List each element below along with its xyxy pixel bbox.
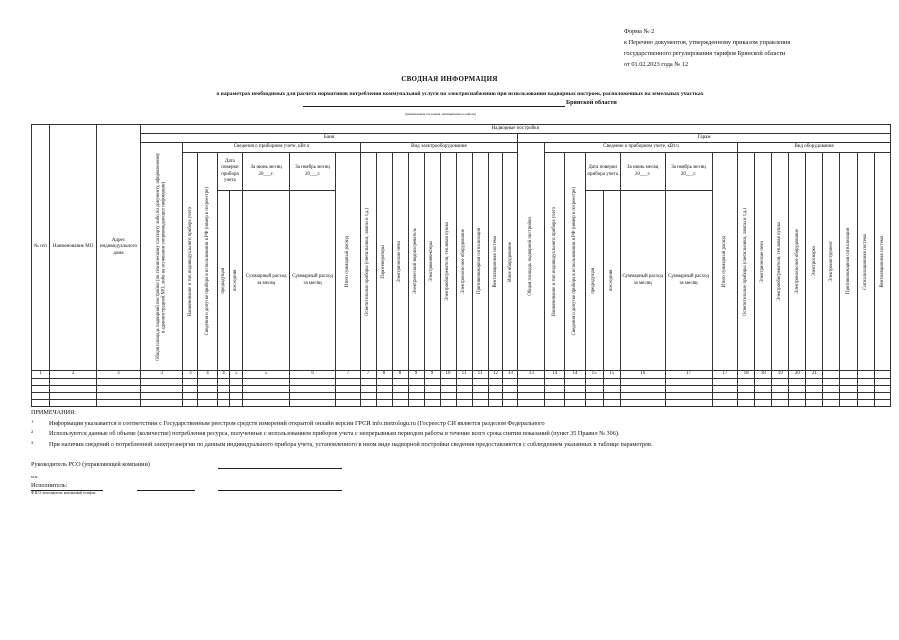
col-header-steam: Парогенераторы xyxy=(381,244,387,279)
table-cell xyxy=(503,378,518,385)
table-cell xyxy=(440,399,456,406)
table-cell xyxy=(665,392,712,399)
table-cell xyxy=(755,385,772,392)
table-cell xyxy=(665,385,712,392)
table-cell xyxy=(503,399,518,406)
table-cell xyxy=(472,399,488,406)
table-row xyxy=(32,385,891,392)
col-header-mo: Наименование МО xyxy=(50,125,97,371)
table-cell xyxy=(456,399,472,406)
col-header-pump: Электронасосное оборудование xyxy=(461,229,467,294)
col-header-sum-nov: Суммарный расход за месяц xyxy=(290,191,336,371)
table-cell xyxy=(183,378,198,385)
table-cell xyxy=(290,392,336,399)
table-cell xyxy=(585,392,603,399)
col-header-meter-permit: Сведения о допуске прибора в использовании в РФ (номер в госреестре) xyxy=(204,187,210,336)
table-cell xyxy=(376,399,392,406)
header-garazh: Гараж xyxy=(518,134,891,143)
col-header-g-welding: Электросварка xyxy=(811,246,817,277)
table-cell xyxy=(217,399,230,406)
table-cell xyxy=(198,378,217,385)
table-cell xyxy=(50,378,97,385)
table-cell xyxy=(772,399,789,406)
column-number xyxy=(840,371,857,379)
col-header-prev: предыдущая xyxy=(220,267,226,294)
table-cell xyxy=(376,392,392,399)
column-number: 15 xyxy=(603,371,620,379)
table-row xyxy=(32,378,891,385)
table-cell xyxy=(712,378,738,385)
table-cell xyxy=(472,385,488,392)
column-number: 5 xyxy=(230,371,243,379)
table-cell xyxy=(874,392,890,399)
table-cell xyxy=(840,378,857,385)
table-row xyxy=(32,399,891,406)
table-cell xyxy=(183,385,198,392)
table-cell xyxy=(565,399,585,406)
table-cell xyxy=(545,385,565,392)
note-number: 3 xyxy=(31,439,34,445)
executor-label: Исполнитель: xyxy=(31,482,68,489)
table-cell xyxy=(806,392,823,399)
table-cell xyxy=(488,399,503,406)
table-cell xyxy=(243,392,290,399)
table-cell xyxy=(545,392,565,399)
col-header-fire-alarm: Противопожарная сигнализация xyxy=(477,228,483,295)
signatory-head: Руководитель РСО (управляющей компании) xyxy=(31,461,150,468)
col-header-last: последняя xyxy=(233,269,239,292)
column-number: 11 xyxy=(472,371,488,379)
table-cell xyxy=(620,392,665,399)
col-header-number: № п/п xyxy=(32,125,50,371)
stamp-label: м.п. xyxy=(31,474,39,479)
table-cell xyxy=(243,378,290,385)
note-text: Информация указывается в соответствии с Государственным реестром средств измерений открытой онлайн версии ГРСИ info.metrologu.ru (Госреестр СИ является разделом Федерального xyxy=(49,419,545,427)
table-cell xyxy=(376,378,392,385)
table-cell xyxy=(140,392,183,399)
document-title: СВОДНАЯ ИНФОРМАЦИЯ xyxy=(401,75,498,83)
table-cell xyxy=(488,378,503,385)
col-header-total-sum: Итого суммарный расход xyxy=(344,235,350,288)
table-cell xyxy=(603,385,620,392)
column-number: 19 xyxy=(772,371,789,379)
column-number-row xyxy=(32,371,891,379)
column-number: 13 xyxy=(503,371,518,379)
document-subtitle: о параметрах необходимых для расчета нормативов потребления коммунальной услуги по электроснабжению при использовании надворных построек, расположенных на земельных участках xyxy=(216,91,704,97)
table-cell xyxy=(230,399,243,406)
column-number: 3 xyxy=(183,371,198,379)
table-cell xyxy=(665,378,712,385)
table-cell xyxy=(545,378,565,385)
column-number: 16 xyxy=(620,371,665,379)
col-header-ventilation: Вентиляционная система xyxy=(492,235,498,288)
col-header-g-sum-june: Суммарный расход за месяц xyxy=(620,191,665,371)
note-text: При наличии сведений о потребленной электроэнергии по данным индивидуального прибора учета, установленного в ином виде надворной постройки сведения предоставляются с соблюдением указанных в таблице параметров. xyxy=(49,440,653,448)
table-cell xyxy=(440,392,456,399)
table-cell xyxy=(97,392,141,399)
column-number: 13 xyxy=(518,371,545,379)
line-caption: (наименование поселения, муниципального района) xyxy=(405,112,476,116)
header-garazh-meter-info: Сведение о приборном учете, кВт.ч xyxy=(545,143,738,153)
note-item xyxy=(31,440,653,451)
table-cell xyxy=(336,392,361,399)
executor-caption: Ф.И.О. исполнителя, контактный телефон xyxy=(31,491,96,495)
note-number: 1 xyxy=(31,418,34,424)
header-outbuildings: Надворные постройки xyxy=(140,125,890,134)
table-row xyxy=(32,392,891,399)
col-header-stoves: Электрические печи xyxy=(397,240,403,283)
notes-section xyxy=(31,408,653,450)
table-cell xyxy=(620,378,665,385)
column-number: 17 xyxy=(712,371,738,379)
table-cell xyxy=(140,399,183,406)
table-cell xyxy=(823,399,840,406)
note-number: 2 xyxy=(31,429,34,434)
col-header-g-vent: Вентиляционная система xyxy=(879,235,885,288)
table-cell xyxy=(217,385,230,392)
col-header-g-signal: Сигнализационная система xyxy=(862,233,868,290)
column-number: 6 xyxy=(290,371,336,379)
table-cell xyxy=(392,399,408,406)
table-cell xyxy=(290,399,336,406)
table-cell xyxy=(738,392,755,399)
table-cell xyxy=(755,378,772,385)
table-cell xyxy=(712,399,738,406)
table-cell xyxy=(424,399,440,406)
table-cell xyxy=(50,399,97,406)
col-header-g-sum-nov: Суммарный расход за месяц xyxy=(665,191,712,371)
column-number: 4 xyxy=(198,371,217,379)
col-header-g-pump: Электронасосное оборудование xyxy=(794,229,800,294)
column-number xyxy=(857,371,874,379)
column-number: 8 xyxy=(376,371,392,379)
summary-table xyxy=(31,124,891,407)
table-cell xyxy=(456,385,472,392)
table-cell xyxy=(32,385,50,392)
table-cell xyxy=(392,392,408,399)
table-cell xyxy=(392,378,408,385)
table-cell xyxy=(857,392,874,399)
col-header-convector: Электроконвекторы xyxy=(429,241,435,282)
table-cell xyxy=(290,378,336,385)
table-cell xyxy=(32,399,50,406)
table-cell xyxy=(789,385,806,392)
table-cell xyxy=(789,399,806,406)
column-number: 3 xyxy=(97,371,141,379)
table-cell xyxy=(456,378,472,385)
table-cell xyxy=(472,392,488,399)
column-number xyxy=(823,371,840,379)
table-cell xyxy=(503,392,518,399)
header-right xyxy=(624,26,790,70)
column-number: 4 xyxy=(217,371,230,379)
executor-line xyxy=(137,490,195,491)
table-cell xyxy=(336,399,361,406)
executor-line xyxy=(218,490,342,491)
table-cell xyxy=(230,378,243,385)
table-cell xyxy=(488,392,503,399)
table-cell xyxy=(140,385,183,392)
table-cell xyxy=(360,385,376,392)
table-cell xyxy=(518,378,545,385)
region-label: Брянской области xyxy=(566,99,617,106)
column-number: 21 xyxy=(806,371,823,379)
header-line: к Перечню документов, утвержденному приказом управления xyxy=(624,39,791,46)
table-cell xyxy=(140,378,183,385)
table-cell xyxy=(712,392,738,399)
table-cell xyxy=(789,392,806,399)
table-cell xyxy=(603,392,620,399)
table-cell xyxy=(789,378,806,385)
table-cell xyxy=(97,399,141,406)
table-cell xyxy=(806,378,823,385)
header-meter-info: Сведения о приборном учете, кВт.ч xyxy=(183,143,360,153)
col-header-g-june: За июнь месяц 20___г. xyxy=(620,153,665,191)
col-header-garazh-area: Общая площадь надворной постройки xyxy=(528,217,534,296)
form-number: Форма № 2 xyxy=(624,28,655,35)
table-cell xyxy=(336,385,361,392)
table-cell xyxy=(518,385,545,392)
column-number xyxy=(874,371,890,379)
table-cell xyxy=(806,399,823,406)
table-cell xyxy=(545,399,565,406)
column-number: 14 xyxy=(545,371,565,379)
table-cell xyxy=(243,399,290,406)
note-item xyxy=(31,419,653,430)
table-cell xyxy=(32,378,50,385)
table-cell xyxy=(840,392,857,399)
table-cell xyxy=(50,392,97,399)
table-cell xyxy=(503,385,518,392)
header-date: от 01.02.2023 года № 12 xyxy=(624,61,689,68)
column-number: 3 xyxy=(140,371,183,379)
table-cell xyxy=(620,385,665,392)
column-number: 5 xyxy=(243,371,290,379)
table-cell xyxy=(772,392,789,399)
col-header-g-meter-permit: Сведения о допуске прибора в использовании в РФ (номер в госреестре) xyxy=(572,187,578,336)
table-cell xyxy=(565,392,585,399)
table-cell xyxy=(183,399,198,406)
table-cell xyxy=(585,385,603,392)
table-cell xyxy=(440,378,456,385)
table-cell xyxy=(840,399,857,406)
column-number: 12 xyxy=(488,371,503,379)
signature-line xyxy=(218,468,342,469)
col-header-g-stoves: Электрические печи xyxy=(760,240,766,283)
col-header-boiler: Электрический водонагреватель xyxy=(413,228,419,295)
table-cell xyxy=(755,399,772,406)
table-cell xyxy=(518,392,545,399)
table-cell xyxy=(198,399,217,406)
table-cell xyxy=(217,378,230,385)
table-cell xyxy=(738,385,755,392)
table-cell xyxy=(772,385,789,392)
table-cell xyxy=(603,378,620,385)
table-cell xyxy=(408,385,424,392)
table-cell xyxy=(424,392,440,399)
column-number: 1 xyxy=(32,371,50,379)
col-header-meter-name: Наименование и тип индивидуального прибора учета xyxy=(187,206,193,317)
table-cell xyxy=(772,378,789,385)
column-number: 20 xyxy=(789,371,806,379)
table-cell xyxy=(585,378,603,385)
table-cell xyxy=(620,399,665,406)
table-cell xyxy=(565,385,585,392)
table-cell xyxy=(198,385,217,392)
notes-heading: ПРИМЕЧАНИЯ: xyxy=(31,409,76,416)
table-cell xyxy=(97,378,141,385)
column-number: 7 xyxy=(336,371,361,379)
table-cell xyxy=(823,392,840,399)
col-header-g-heatgun: Электрообогреватели, тепловая пушка xyxy=(777,222,783,301)
table-cell xyxy=(857,378,874,385)
col-header-verify-date: Дата поверки прибора учета xyxy=(217,153,243,191)
column-number: 18 xyxy=(738,371,755,379)
header-line: государственного регулирования тарифов Брянской области xyxy=(624,50,786,57)
col-header-heatgun: Электрообогреватели, тепловая пушка xyxy=(445,222,451,301)
table-cell xyxy=(518,399,545,406)
col-header-total-area: Общая площадь надворной постройки (по техническому паспорту либо по документу, оформленному в администрацией МО, либо на основании сопровождающих инфомации) xyxy=(156,152,167,361)
table-cell xyxy=(857,385,874,392)
table-cell xyxy=(874,378,890,385)
table-cell xyxy=(243,385,290,392)
col-header-g-last: последняя xyxy=(608,269,614,292)
table-cell xyxy=(806,385,823,392)
column-number: 9 xyxy=(424,371,440,379)
table-cell xyxy=(840,385,857,392)
table-cell xyxy=(738,399,755,406)
blank-line xyxy=(303,106,565,107)
note-text: Используются данные об объеме (количестве) потребления ресурса, полученные с использованием приборов учета с непрерывным периодом работы в течение всего срока снятия показаний (пункт 35 Правил № 306). xyxy=(49,430,620,437)
column-number: 15 xyxy=(585,371,603,379)
col-header-g-november: За ноябрь месяц 20___г. xyxy=(665,153,712,191)
note-item xyxy=(31,429,653,440)
table-cell xyxy=(565,378,585,385)
col-header-november: За ноябрь месяц 20___г. xyxy=(290,153,336,191)
col-header-lighting: Осветительные приборы (светильники, лампы и т.д.) xyxy=(365,207,371,316)
column-number: 8 xyxy=(392,371,408,379)
table-cell xyxy=(360,399,376,406)
table-cell xyxy=(50,385,97,392)
column-number: 7 xyxy=(360,371,376,379)
table-cell xyxy=(392,385,408,392)
table-cell xyxy=(230,392,243,399)
table-cell xyxy=(488,385,503,392)
table-cell xyxy=(424,378,440,385)
table-cell xyxy=(290,385,336,392)
table-cell xyxy=(712,385,738,392)
col-header-g-verify-date: Дата поверки прибора учета xyxy=(585,153,620,191)
column-number: 2 xyxy=(50,371,97,379)
table-cell xyxy=(408,378,424,385)
header-equipment-type: Вид электрооборудования xyxy=(360,143,518,153)
table-cell xyxy=(823,378,840,385)
table-cell xyxy=(408,392,424,399)
col-header-g-meter-name: Наименование и тип индивидуального прибора учета xyxy=(551,206,557,317)
table-cell xyxy=(376,385,392,392)
table-cell xyxy=(183,392,198,399)
column-number: 9 xyxy=(408,371,424,379)
table-cell xyxy=(585,399,603,406)
col-header-sum-june: Суммарный расход за месяц xyxy=(243,191,290,371)
table-cell xyxy=(424,385,440,392)
column-number: 17 xyxy=(665,371,712,379)
col-header-g-fire: Противопожарная сигнализация xyxy=(845,228,851,295)
column-number: 10 xyxy=(440,371,456,379)
table-cell xyxy=(440,385,456,392)
col-header-other: Иное оборудование xyxy=(507,241,513,282)
table-cell xyxy=(823,385,840,392)
table-cell xyxy=(360,392,376,399)
table-cell xyxy=(472,378,488,385)
col-header-g-total-sum: Итого суммарный расход xyxy=(722,235,727,288)
col-header-g-tools: Электроинструмент xyxy=(828,241,834,282)
column-number: 11 xyxy=(456,371,472,379)
table-cell xyxy=(874,399,890,406)
table-cell xyxy=(198,392,217,399)
column-number: 14 xyxy=(565,371,585,379)
table-cell xyxy=(97,385,141,392)
table-cell xyxy=(408,399,424,406)
table-cell xyxy=(360,378,376,385)
header-banya: Баня xyxy=(140,134,518,143)
header-garazh-equipment: Вид оборудования xyxy=(738,143,891,153)
table-cell xyxy=(456,392,472,399)
column-number: 18 xyxy=(755,371,772,379)
col-header-g-lighting: Осветительные приборы (светильники, лампы и т.д.) xyxy=(743,207,749,316)
col-header-address: Адрес индивидуального дома xyxy=(97,125,141,371)
table-cell xyxy=(874,385,890,392)
table-cell xyxy=(32,392,50,399)
table-cell xyxy=(665,399,712,406)
col-header-june: За июнь месяц 20___г. xyxy=(243,153,290,191)
table-cell xyxy=(738,378,755,385)
table-cell xyxy=(217,392,230,399)
table-cell xyxy=(603,399,620,406)
table-cell xyxy=(230,385,243,392)
table-cell xyxy=(755,392,772,399)
table-cell xyxy=(336,378,361,385)
col-header-g-prev: предыдущая xyxy=(591,267,597,294)
table-cell xyxy=(857,399,874,406)
